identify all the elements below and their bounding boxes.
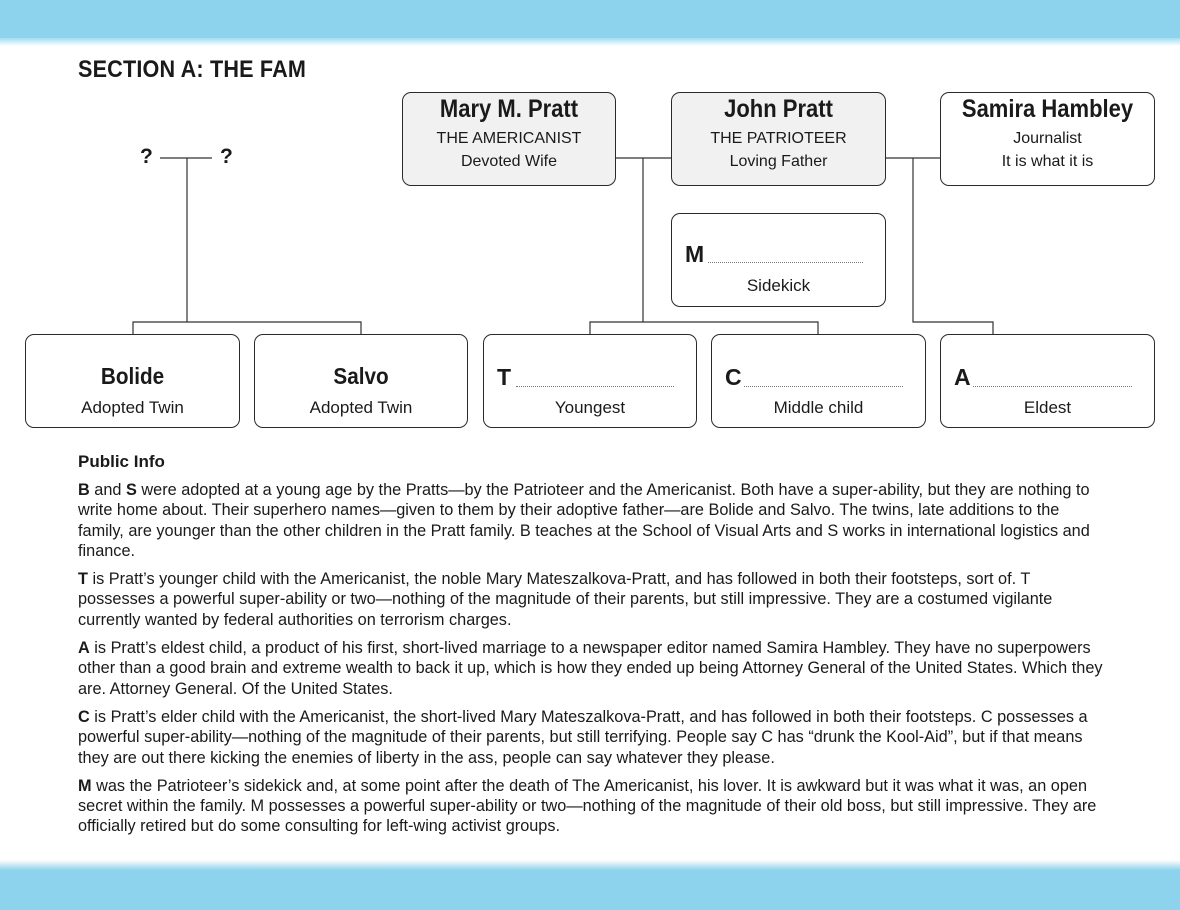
- child-box-a: [940, 334, 1155, 428]
- info-paragraph-bs: [78, 480, 1103, 561]
- child-initial: T: [497, 364, 512, 390]
- info-text: were adopted at a young age by the Pratts—by the Patrioteer and the Americanist. Both have a super-ability, but they are nothing to write home about. Their superhero names—given to them by their adoptive father—are Bolide and Salvo. The twins, late additions to the family, are younger than the other children in the Pratt family. B teaches at the School of Visual Arts and S works in international logistics and finance.: [78, 481, 1090, 560]
- info-paragraph-t: [78, 569, 1103, 630]
- child-initial: A: [954, 364, 971, 390]
- sidekick-box: [671, 213, 886, 307]
- info-lead: M: [78, 776, 92, 795]
- info-lead: T: [78, 570, 88, 589]
- info-lead: A: [78, 639, 90, 658]
- parent-box-mary: [402, 92, 616, 186]
- public-info-section: [78, 452, 1103, 845]
- info-paragraph-c: [78, 707, 1103, 768]
- unknown-parent-2: ?: [220, 145, 233, 168]
- parent-box-john: [671, 92, 886, 186]
- name-blank-line: [973, 386, 1132, 387]
- unknown-parent-1: ?: [140, 145, 153, 168]
- parent-title: THE AMERICANIST: [436, 130, 582, 147]
- info-text: is Pratt’s elder child with the Americanist, the short-lived Mary Mateszalkova-Pratt, and has followed in both their footsteps. C possesses a powerful super-ability—nothing of the magnitude of their parents, but still terrifying. People say C has “drunk the Kool-Aid”, but if that means they are out there kicking the enemies of liberty in the ass, people can say whatever they please.: [78, 707, 1088, 767]
- child-role: Eldest: [1023, 398, 1072, 417]
- parent-name: Samira Hambley: [961, 95, 1134, 123]
- info-lead-2: S: [125, 481, 137, 499]
- name-blank-line: [516, 386, 674, 387]
- parent-title: Journalist: [1013, 130, 1082, 147]
- sidekick-role: Sidekick: [746, 276, 811, 295]
- info-text: is Pratt’s eldest child, a product of his first, short-lived marriage to a newspaper editor named Samira Hambley. They have no superpowers other than a good brain and extreme wealth to back it up, which is how they ended up being Attorney General of the United States. Which they are. Attorney General. Of the United States.: [78, 639, 1103, 698]
- info-text: was the Patrioteer’s sidekick and, at some point after the death of The Americanist, his lover. It is awkward but it was what it was, an open secret within the family. M possesses a powerful super-ability or two—nothing of the magnitude of their old boss, but still impressive. They are officially retired but do some consulting for left-wing activist groups.: [78, 776, 1097, 836]
- parent-descriptor: It is what it is: [1001, 153, 1094, 170]
- info-text: is Pratt’s younger child with the Americanist, the noble Mary Mateszalkova-Pratt, and has followed in both their footsteps, sort of. T possesses a powerful super-ability or two—nothing of the magnitude of their parents, but still impressive. They are a costumed vigilante currently wanted by federal authorities on terrorism charges.: [78, 570, 1053, 629]
- name-blank-line: [744, 386, 903, 387]
- parent-name: John Pratt: [724, 95, 833, 123]
- child-role: Adopted Twin: [81, 398, 184, 417]
- child-box-bolide: [25, 334, 240, 428]
- parent-descriptor: Loving Father: [729, 153, 828, 170]
- child-name: Bolide: [100, 363, 165, 389]
- section-title: SECTION A: THE FAM: [78, 56, 307, 83]
- child-name: Salvo: [333, 363, 389, 389]
- child-role: Adopted Twin: [309, 398, 413, 417]
- parent-name: Mary M. Pratt: [439, 95, 579, 123]
- child-box-c: [711, 334, 926, 428]
- child-initial: C: [725, 364, 742, 390]
- info-lead: C: [78, 707, 90, 726]
- public-info-heading: Public Info: [78, 452, 165, 471]
- info-paragraph-m: [78, 776, 1103, 837]
- parent-descriptor: Devoted Wife: [460, 153, 558, 170]
- unknown-parents-marriage-line: [133, 158, 361, 334]
- bottom-color-band: [0, 870, 1180, 910]
- child-role: Middle child: [773, 398, 864, 417]
- info-paragraph-a: [78, 638, 1103, 699]
- parent-box-samira: [940, 92, 1155, 186]
- name-blank-line: [708, 262, 863, 263]
- child-box-salvo: [254, 334, 468, 428]
- child-box-t: [483, 334, 697, 428]
- info-connector: and: [89, 481, 126, 499]
- info-lead: B: [78, 481, 90, 499]
- sidekick-initial: M: [685, 241, 705, 267]
- child-role: Youngest: [554, 398, 626, 417]
- parent-title: THE PATRIOTEER: [710, 130, 847, 147]
